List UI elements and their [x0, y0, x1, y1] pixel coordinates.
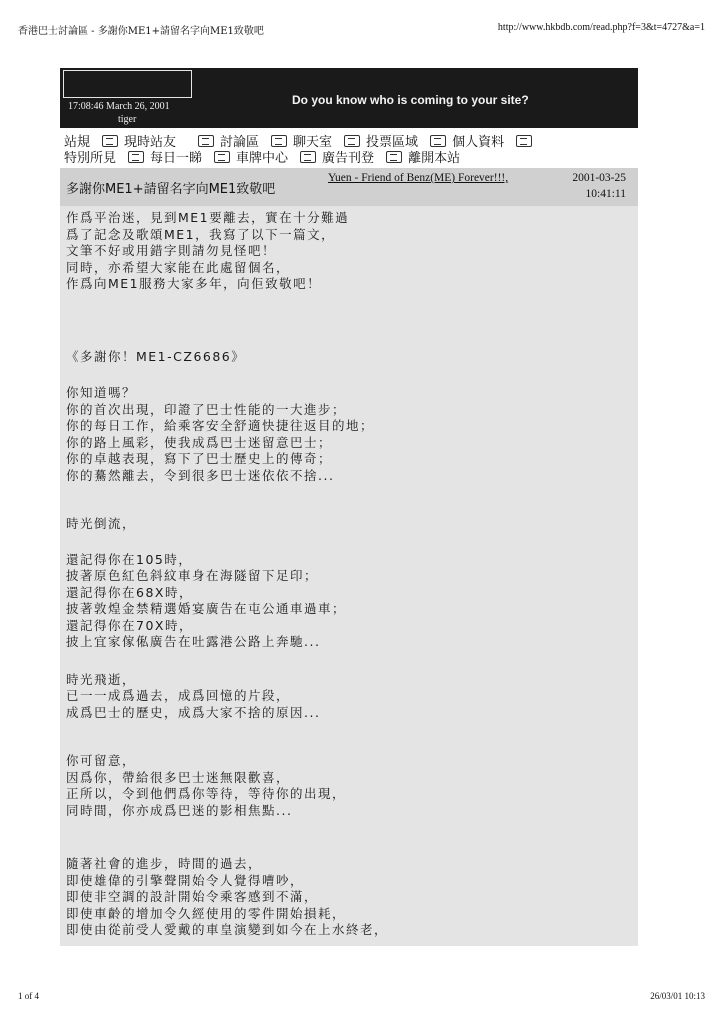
print-datetime: 26/03/01 10:13	[650, 991, 705, 1001]
main-nav	[60, 130, 638, 166]
print-page-url: http://www.hkbdb.com/read.php?f=3&t=4727&a=1	[497, 22, 705, 33]
print-page-number: 1 of 4	[18, 991, 39, 1001]
post-line: 時光飛逝，	[66, 671, 137, 687]
post-line: 正所以，令到他們爲你等待，等待你的出現，	[66, 786, 347, 801]
post-line: 即使非空調的設計開始令乘客感到不滿，	[66, 889, 319, 904]
post-line: 你的首次出現，印證了巴士性能的一大進步；	[66, 401, 347, 417]
post-line: 你的路上風彩，使我成爲巴士迷留意巴士；	[66, 434, 333, 450]
post-line: 披上宜家傢俬廣告在吐露港公路上奔馳...	[66, 634, 321, 649]
nav-item-label: 現時站友	[124, 135, 177, 150]
nav-row-2	[64, 148, 472, 165]
nav-item-ads[interactable]	[300, 147, 374, 166]
post-line: 還記得你在70X時，	[66, 617, 193, 633]
post-line: 因爲你，帶給很多巴士迷無限歡喜，	[66, 769, 291, 785]
nav-item-label: 特別所見	[64, 151, 117, 166]
page-icon	[344, 135, 360, 147]
site-logo[interactable]	[63, 70, 192, 98]
print-page-title: 香港巴士討論區 - 多謝你ME1+請留名字向ME1致敬吧	[18, 26, 264, 37]
post-line: 即使由從前受人愛戴的車皇演變到如今在上水終老，	[66, 922, 389, 937]
nav-item-logout[interactable]	[386, 147, 460, 166]
post-line: 披著敦煌金禁精選婚宴廣告在屯公通車過車；	[66, 601, 347, 616]
post-paragraph	[66, 210, 632, 293]
page-icon	[271, 135, 287, 147]
post-line: 還記得你在105時，	[66, 551, 193, 567]
post-line: 你可留意，	[66, 753, 137, 768]
page-icon	[214, 151, 230, 163]
post-line: 文筆不好或用錯字則請勿見怪吧！	[66, 243, 277, 258]
post-paragraph	[66, 516, 632, 533]
nav-item-label: 站規	[64, 135, 91, 150]
post-line: 時光倒流，	[66, 516, 137, 531]
nav-item-label: 投票區域	[366, 135, 419, 150]
banner-slogan: Do you know who is coming to your site?	[292, 93, 529, 107]
post-paragraph	[66, 856, 632, 939]
post-line: 你知道嗎？	[66, 385, 137, 400]
post-line: 你的每日工作，給乘客安全舒適快捷往返目的地；	[66, 418, 375, 433]
username: tiger	[118, 114, 137, 125]
forum-page	[60, 68, 638, 946]
post-paragraph	[66, 753, 632, 819]
post-body	[60, 206, 638, 946]
nav-item-label: 廣告刊登	[322, 151, 375, 166]
post-line: 即使車齡的增加令久經使用的零件開始損耗，	[66, 905, 347, 921]
nav-item-label: 討論區	[220, 135, 260, 150]
nav-item-label: 離開本站	[408, 151, 461, 166]
post-paragraph	[66, 552, 632, 651]
site-banner	[60, 68, 638, 128]
page-icon	[128, 151, 144, 163]
post-line: 已一一成爲過去，成爲回憶的片段，	[66, 688, 291, 703]
nav-item-special[interactable]	[64, 147, 116, 166]
post-paragraph	[66, 672, 632, 722]
author-link[interactable]: Yuen - Friend of Benz(ME) Forever!!!,	[328, 172, 509, 184]
nav-item-label: 每日一睇	[150, 151, 203, 166]
page-icon	[198, 135, 214, 147]
post-line: 《多謝你！ME1-CZ6686》	[66, 348, 246, 364]
nav-item-label: 個人資料	[452, 135, 505, 150]
post-line: 同時間，你亦成爲巴迷的影相焦點...	[66, 802, 293, 818]
post-paragraph	[66, 385, 632, 484]
print-header	[18, 22, 705, 38]
post-paragraph	[66, 349, 632, 366]
nav-item-daily[interactable]	[128, 147, 202, 166]
thread-header	[60, 168, 638, 206]
thread-title: 多謝你ME1+請留名字向ME1致敬吧	[66, 182, 276, 197]
page-icon	[516, 135, 532, 147]
post-line: 同時，亦希望大家能在此處留個名，	[66, 259, 291, 275]
post-line: 作爲平治迷，見到ME1要離去，實在十分難過	[66, 210, 350, 225]
post-line: 還記得你在68X時，	[66, 584, 193, 600]
current-time: 17:08:46 March 26, 2001	[68, 101, 170, 112]
nav-item-plates[interactable]	[214, 147, 288, 166]
post-line: 披著原色紅色斜紋車身在海隧留下足印；	[66, 568, 319, 583]
nav-item-extra[interactable]	[516, 135, 538, 147]
post-line: 爲了記念及歌頌ME1，我寫了以下一篇文，	[66, 226, 336, 242]
post-time: 10:41:11	[585, 188, 626, 200]
page-icon	[300, 151, 316, 163]
page-icon	[102, 135, 118, 147]
post-line: 即使雄偉的引擎聲開始令人覺得嘈吵，	[66, 872, 305, 888]
post-line: 成爲巴士的歷史，成爲大家不捨的原因...	[66, 704, 321, 720]
page-icon	[430, 135, 446, 147]
page-icon	[386, 151, 402, 163]
post-line: 作爲向ME1服務大家多年，向佢致敬吧！	[66, 276, 322, 291]
post-line: 你的驀然離去，令到很多巴士迷依依不捨...	[66, 467, 335, 483]
post-line: 隨著社會的進步，時間的過去，	[66, 856, 263, 871]
nav-item-label: 聊天室	[293, 135, 333, 150]
post-line: 你的卓越表現，寫下了巴士歷史上的傳奇；	[66, 451, 333, 466]
post-date: 2001-03-25	[572, 172, 626, 184]
print-footer	[18, 991, 705, 1005]
nav-item-label: 車牌中心	[236, 151, 289, 166]
